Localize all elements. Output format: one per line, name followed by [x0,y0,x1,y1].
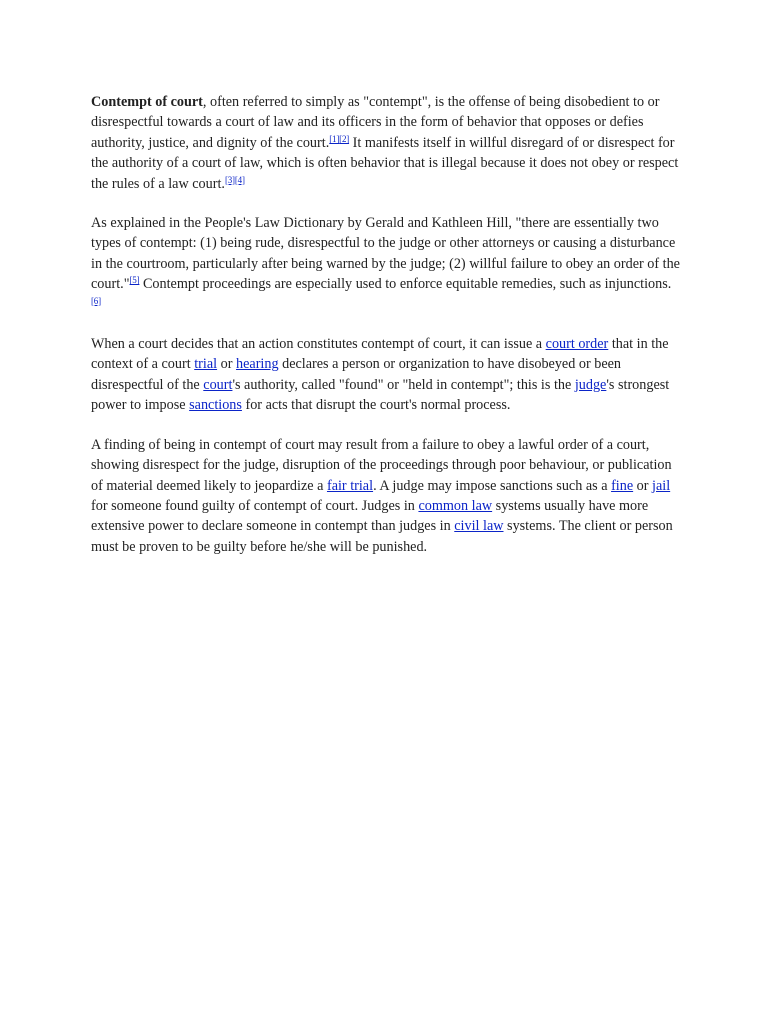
citation-link-6[interactable]: [6] [91,295,101,306]
citation-link-4[interactable]: [4] [234,174,245,185]
paragraph-court-order [91,334,681,416]
paragraph-text: 's authority, called "found" or "held in contempt"; this is the [232,376,575,393]
link-common-law[interactable]: common law [418,497,493,514]
link-trial[interactable]: trial [194,356,218,373]
paragraph-text: systems usually have more extensive power to declare someone in contempt than judges in [91,497,649,535]
paragraph-text: , often referred to simply as "contempt", is the offense of being disobedient to or disrespectful towards a court of law and its officers in the form of behavior that opposes or defies authority, justice, and dignity of the court. [91,94,660,151]
document-body [91,92,681,576]
paragraph-definition [91,92,681,194]
paragraph-text: or [217,356,236,373]
link-sanctions[interactable]: sanctions [189,397,242,414]
citation-link-2[interactable]: [2] [339,133,350,144]
link-fair-trial[interactable]: fair trial [326,477,374,494]
link-hearing[interactable]: hearing [236,356,279,373]
citation-group [329,134,349,144]
paragraph-text: A finding of being in contempt of court may result from a failure to obey a lawful order of a court, showing disrespect for the judge, disruption of the proceedings through poor behaviour, or publication of material deemed likely to jeopardize a [91,436,672,494]
link-jail[interactable]: jail [652,477,671,494]
paragraph-text: 's strongest power to impose [91,376,670,414]
citation-link-3[interactable]: [3] [224,174,235,185]
article-term: Contempt of court [91,94,203,110]
link-civil-law[interactable]: civil law [454,518,504,535]
citation-group [225,175,245,185]
paragraph-text: for acts that disrupt the court's normal process. [241,397,511,414]
link-fine[interactable]: fine [611,477,634,494]
citation-link-1[interactable]: [1] [329,133,340,144]
paragraph-text: that in the context of a court [91,336,669,373]
citation-group [91,296,101,306]
paragraph-text: systems. The client or person must be proven to be guilty before he/she will be punished. [91,518,673,555]
paragraph-text: When a court decides that an action constitutes contempt of court, it can issue a [91,336,546,353]
link-court-order[interactable]: court order [545,336,609,353]
citation-link-5[interactable]: [5] [129,275,140,286]
link-court[interactable]: court [203,376,233,393]
paragraph-text: declares a person or organization to have disobeyed or been disrespectful of the [91,356,622,393]
paragraph-text: Contempt proceedings are especially used to enforce equitable remedies, such as injunctions. [139,276,672,293]
paragraph-text: for someone found guilty of contempt of court. Judges in [91,497,419,514]
paragraph-text: It manifests itself in willful disregard of or disrespect for the authority of a court of law, which is often behavior that is illegal because it does not obey or respect the rules of a law court. [91,134,679,192]
paragraph-text: or [633,477,653,494]
paragraph-types [91,213,681,315]
paragraph-finding [91,435,681,557]
paragraph-text: As explained in the People's Law Dictionary by Gerald and Kathleen Hill, "there are essentially two types of contempt: (1) being rude, disrespectful to the judge or other attorneys or causing a disturbance in the courtroom, particularly after being warned by the judge; (2) willful failure to obey an order of the court." [91,215,680,293]
citation-group [130,275,140,285]
link-judge[interactable]: judge [574,376,607,393]
paragraph-text: . A judge may impose sanctions such as a [373,477,612,494]
